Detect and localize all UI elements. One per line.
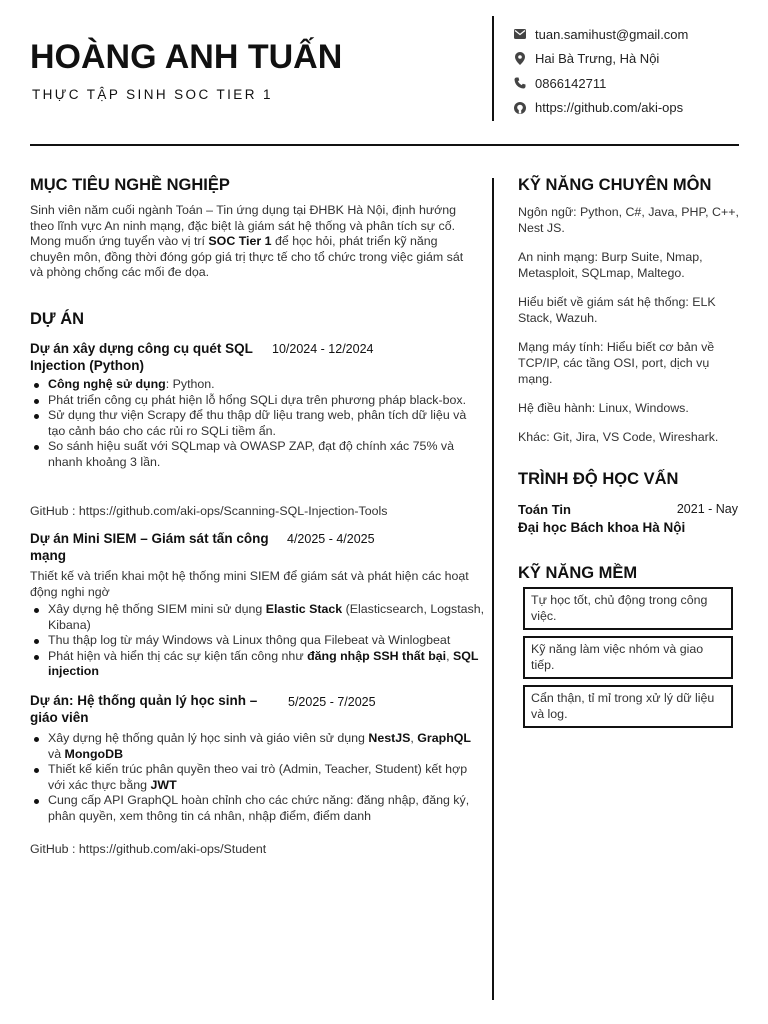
bullet-text: Xây dựng hệ thống quản lý học sinh và giáo viên sử dụng [48,731,369,745]
soft-skills-title: KỸ NĂNG MỀM [518,564,638,582]
bullet-text: (Elasticsearch, Logstash, Kibana) [48,602,485,632]
list-item [48,602,498,633]
project-2-bullets [30,602,498,680]
list-item: Sử dụng thư viện Scrapy để thu thập dữ liệu trang web, phân tích dữ liệu và tạo cảnh báo cho các rủi ro SQLi tiềm ẩn. [48,408,478,439]
soft-skill-item: Kỹ năng làm việc nhóm và giao tiếp. [523,636,733,679]
skill-item: Mạng máy tính: Hiểu biết cơ bản về TCP/IP, các tầng OSI, port, dịch vụ mạng. [518,340,715,386]
bullet-highlight: GraphQL [417,731,471,745]
skill-item: Ngôn ngữ: Python, C#, Java, PHP, C++, Nest JS. [518,205,739,235]
bullet-text: , [446,648,454,663]
education-entry [518,502,738,535]
contact-location-text: Hai Bà Trưng, Hà Nội [535,51,660,67]
project-1-bullets [30,377,478,470]
bullet-text: Phát hiện và hiển thị các sự kiện tấn công như [48,648,308,663]
project-1-date: 10/2024 - 12/2024 [272,342,374,356]
education-title: TRÌNH ĐỘ HỌC VẤN [518,470,679,488]
bullet-highlight: MongoDB [64,746,124,761]
list-item [48,377,478,393]
bullet-text: Thiết kế kiến trúc phân quyền theo vai trò (Admin, Teacher, Student) kết hợp với xác thực bằng [48,762,468,792]
bullet-highlight: đăng nhập SSH thất bại [307,648,447,663]
contact-phone-text: 0866142711 [535,75,607,91]
contact-github-text: https://github.com/aki-ops [535,100,684,116]
skills-list [518,204,740,458]
project-3-title: Dự án: Hệ thống quản lý học sinh – giáo viên [30,693,258,725]
skill-item: Khác: Git, Jira, VS Code, Wireshark. [518,430,719,444]
bullet-highlight: Elastic Stack [265,602,343,616]
list-item [48,731,478,762]
contact-list [514,22,754,120]
phone-icon [514,77,526,89]
bullet-text: Xây dựng hệ thống SIEM mini sử dụng [48,602,266,616]
bullet-text: , [410,731,418,745]
skills-title: KỸ NĂNG CHUYÊN MÔN [518,176,712,194]
soft-skill-item: Cẩn thận, tỉ mỉ trong xử lý dữ liệu và log. [523,685,733,728]
project-1-title: Dự án xây dựng công cụ quét SQL Injection (Python) [30,341,253,373]
project-3-github-link[interactable]: GitHub : https://github.com/aki-ops/Student [30,842,267,856]
list-item: Thu thập log từ máy Windows và Linux thông qua Filebeat và Winlogbeat [48,633,498,649]
project-2-title: Dự án Mini SIEM – Giám sát tấn công mạng [30,531,269,563]
education-major: Toán Tin [518,502,571,517]
email-icon [514,28,526,40]
contact-location [514,47,754,72]
location-icon [514,53,526,65]
list-item: Phát triển công cụ phát hiện lỗ hổng SQLi dựa trên phương pháp black-box. [48,393,478,409]
header-separator [30,144,739,146]
header-divider [492,16,494,121]
list-item: Cung cấp API GraphQL hoàn chỉnh cho các chức năng: đăng nhập, đăng ký, phân quyền, xem thông tin cá nhân, nhập điểm, điểm danh [48,793,478,824]
objective-text-part: để học hỏi, phát triển kỹ năng chuyên môn, đồng thời đóng góp giá trị thực tế cho tổ chức trong việc giám sát và phòng chống các mối đe dọa. [30,234,464,279]
bullet-text: và [48,746,65,761]
project-3-date: 5/2025 - 7/2025 [288,695,376,709]
bullet-highlight: SQL injection [48,648,479,678]
objective-text-part: Sinh viên năm cuối ngành Toán – Tin ứng dụng tại ĐHBK Hà Nội, định hướng theo lĩnh vực An ninh mạng, đặc biệt là giám sát hệ thống và phân tích sự cố. Mong muốn ứng tuyển vào vị trí [30,203,457,248]
project-2-description: Thiết kế và triển khai một hệ thống mini SIEM để giám sát và phát hiện các hoạt động nghi ngờ [30,569,469,599]
list-item [48,649,498,680]
tech-value: : Python. [165,377,215,391]
list-item: So sánh hiệu suất với SQLmap và OWASP ZAP, đạt độ chính xác 75% và nhanh khoảng 3 lần. [48,439,478,470]
soft-skill-item: Tự học tốt, chủ động trong công việc. [523,587,733,630]
github-icon [514,102,526,114]
list-item [48,762,478,793]
soft-skills-list [523,587,733,734]
contact-email-text: tuan.samihust@gmail.com [535,26,689,42]
project-3-bullets [30,731,478,824]
education-years: 2021 - Nay [676,502,738,516]
skill-item: Hệ điều hành: Linux, Windows. [518,401,689,415]
job-title: THỰC TẬP SINH SOC TIER 1 [32,87,273,102]
column-divider [492,178,494,1000]
objective-highlight: SOC Tier 1 [208,234,272,248]
contact-github[interactable] [514,96,754,121]
tech-label: Công nghệ sử dụng [48,377,166,391]
project-1-github-link[interactable]: GitHub : https://github.com/aki-ops/Scanning-SQL-Injection-Tools [30,504,388,518]
objective-text [30,203,478,281]
bullet-highlight: NestJS [368,731,411,745]
project-2-date: 4/2025 - 4/2025 [287,532,375,546]
projects-title: DỰ ÁN [30,310,85,328]
education-school: Đại học Bách khoa Hà Nội [518,520,686,535]
contact-email[interactable] [514,22,754,47]
skill-item: An ninh mạng: Burp Suite, Nmap, Metasploit, SQLmap, Maltego. [518,250,703,280]
bullet-highlight: JWT [150,777,177,792]
skill-item: Hiểu biết về giám sát hệ thống: ELK Stack, Wazuh. [518,295,716,325]
contact-phone[interactable] [514,71,754,96]
objective-title: MỤC TIÊU NGHỀ NGHIỆP [30,176,230,194]
candidate-name: HOÀNG ANH TUẤN [30,38,343,76]
